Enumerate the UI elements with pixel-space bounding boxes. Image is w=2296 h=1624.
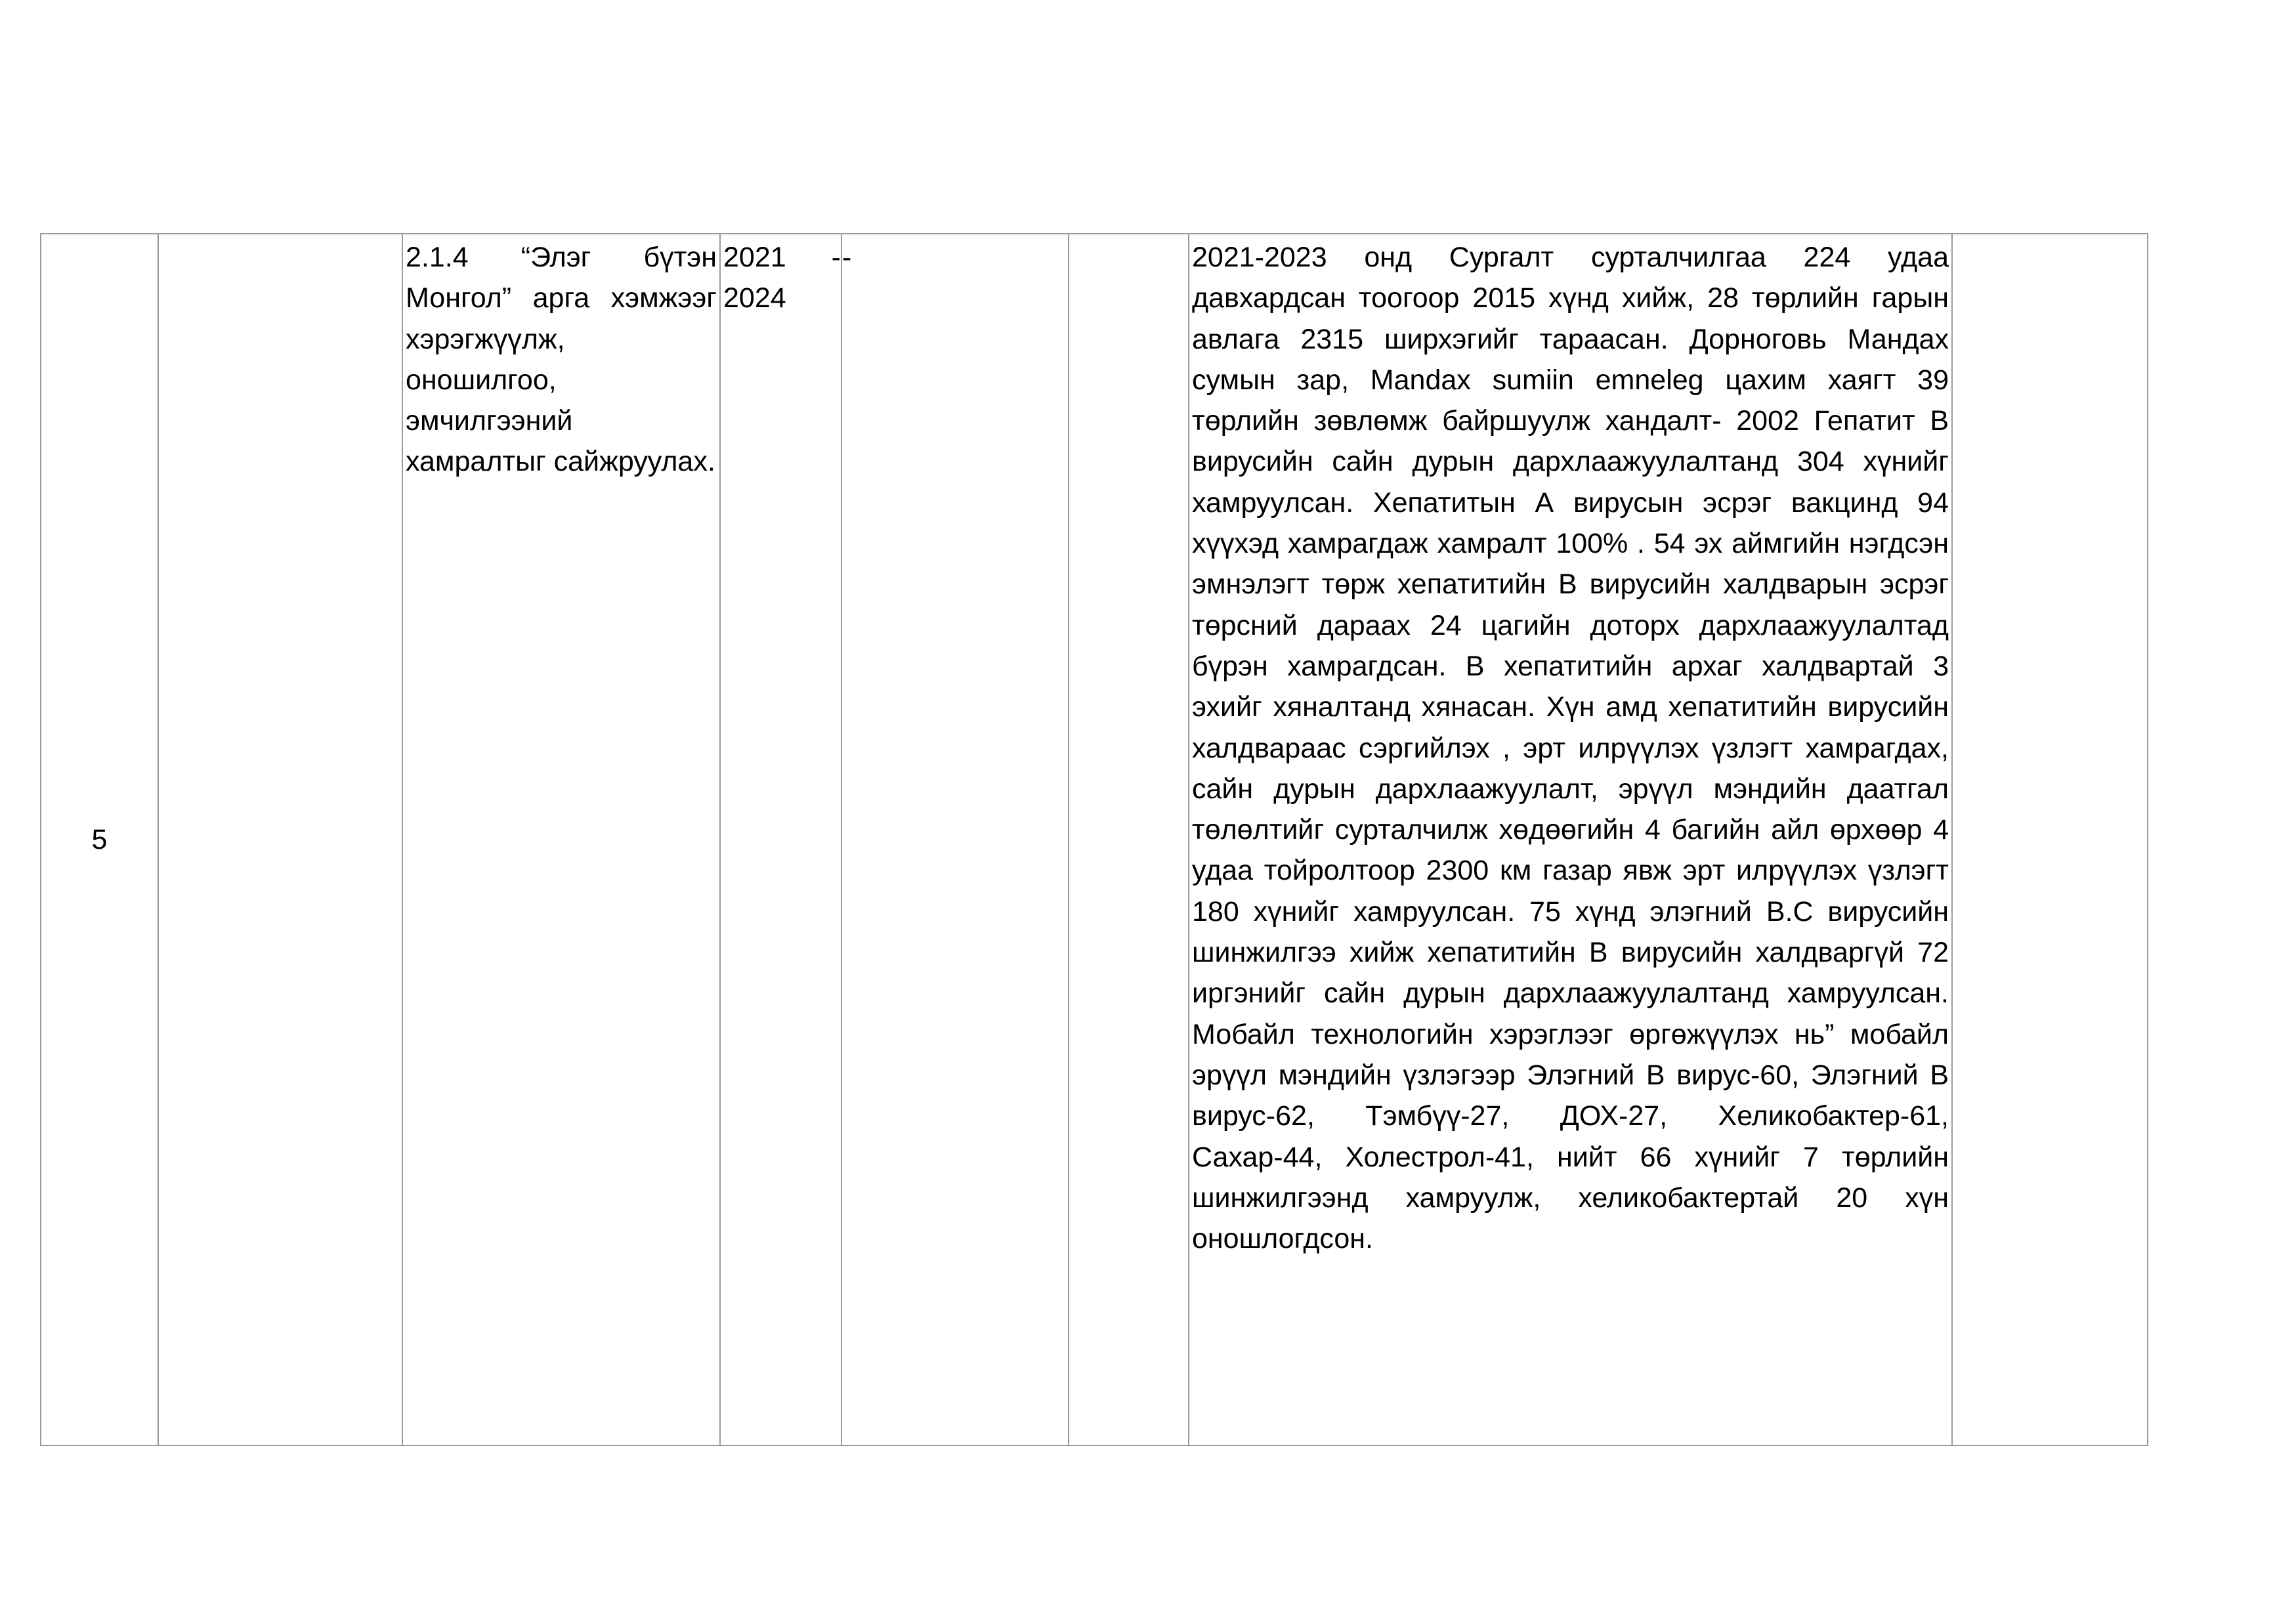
period-text: 2021 - 2024 — [723, 242, 841, 314]
empty-cell-6 — [1069, 234, 1189, 1445]
task-text: 2.1.4 “Элэг бүтэн Монгол” арга хэмжээг хэрэгжүүлж, оношилгоо, эмчилгээний хамралтыг сайжруулах. — [406, 242, 717, 478]
report-table — [40, 233, 2148, 1446]
period-cell — [720, 234, 841, 1445]
row-number: 5 — [91, 823, 108, 855]
dash-cell — [841, 234, 1069, 1445]
row-number-cell — [41, 234, 158, 1445]
empty-cell-9 — [1952, 234, 2148, 1445]
table-row — [41, 234, 2148, 1445]
result-text: 2021-2023 онд Сургалт сурталчилгаа 224 удаа давхардсан тоогоор 2015 хүнд хийж, 28 төрлийн гарын авлага 2315 ширхэгийг тараасан. Дорноговь Мандах сумын зар, Mandax sumiin emneleg цахим хаягт 39 төрлийн зөвлөмж байршуулж хандалт- 2002 Гепатит В вирусийн сайн дурын дархлаажуулалтанд 304 хүнийг хамруулсан. Хепатитын А вирусын эсрэг вакцинд 94 хүүхэд хамрагдаж хамралт 100% . 54 эх аймгийн нэгдсэн эмнэлэгт төрж хепатитийн В вирусийн халдварын эсрэг төрсний дараах 24 цагийн доторх дархлаажуулалтад бүрэн хамрагдсан. В хепатитийн архаг халдвартай 3 эхийг хяналтанд хянасан. Хүн амд хепатитийн вирусийн халдвараас сэргийлэх , эрт илрүүлэх үзлэгт хамрагдах, сайн дурын дархлаажуулалт, эрүүл мэндийн даатгал төлөлтийг сурталчилж хөдөөгийн 4 багийн айл өрхөөр 4 удаа тойролтоор 2300 км газар явж эрт илрүүлэх үзлэгт 180 хүнийг хамруулсан. 75 хүнд элэгний В.С вирусийн шинжилгээ хийж хепатитийн В вирусийн халдваргүй 72 иргэнийг сайн дурын дархлаажуулалтанд хамруулсан. Мобайл технологийн хэрэглээг өргөжүүлэх нь” мобайл эрүүл мэндийн үзлэгээр Элэгний В вирус-60, Элэгний В вирус-62, Тэмбүү-27, ДОХ-27, Хеликобактер-61, Сахар-44, Холестрол-41, нийт 66 хүнийг 7 төрлийн шинжилгээнд хамруулж, хеликобактертай 20 хүн оношлогдсон. — [1192, 242, 1949, 1255]
task-cell — [402, 234, 720, 1445]
result-cell — [1189, 234, 1952, 1445]
empty-cell-2 — [158, 234, 402, 1445]
dash-text: - — [842, 242, 852, 273]
